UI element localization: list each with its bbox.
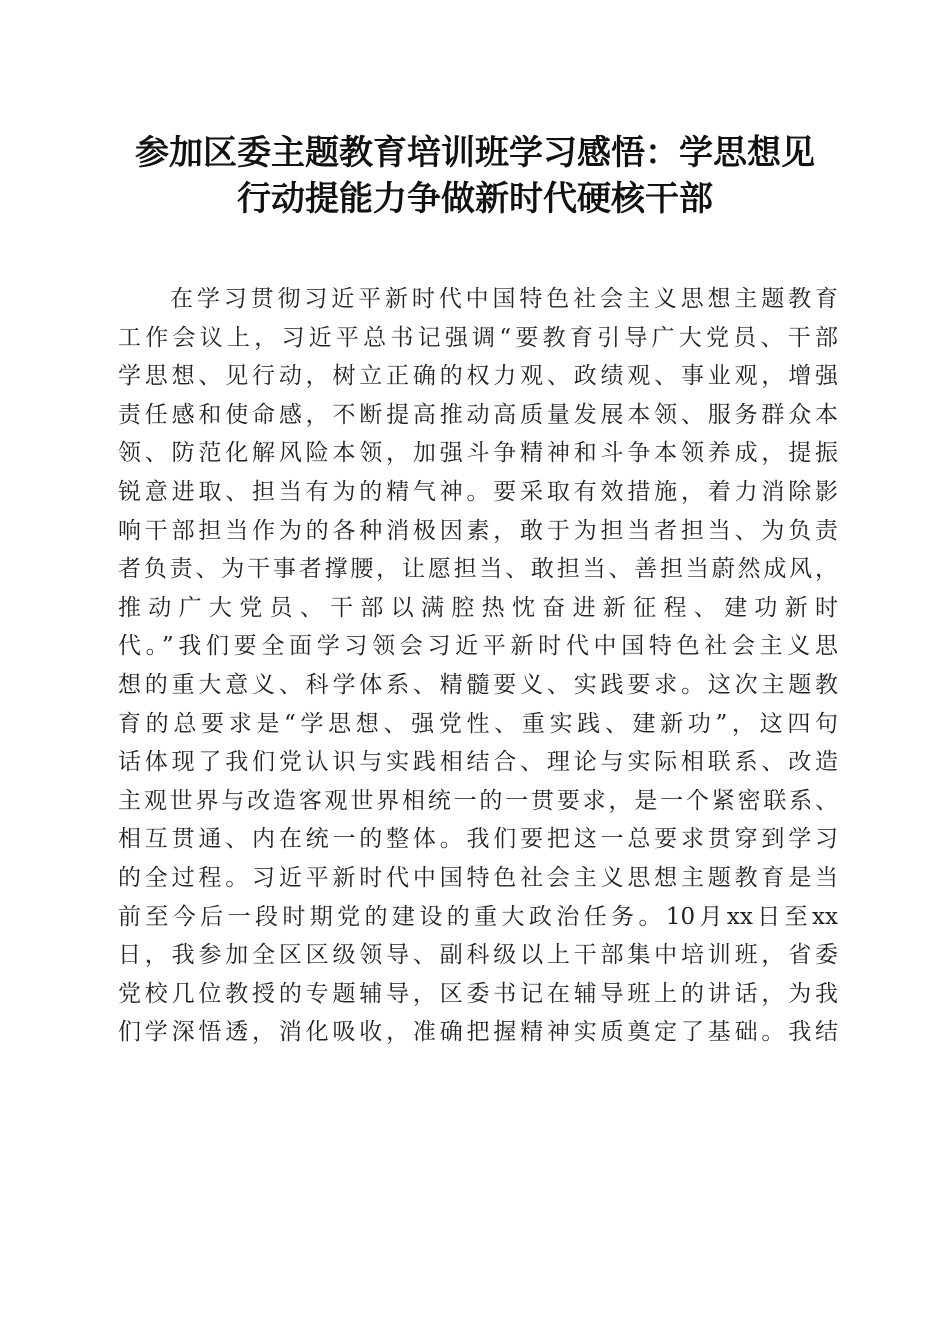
title-line-2: 行动提能力争做新时代硬核干部 xyxy=(237,179,713,219)
body-line-15: 相互贯通、内在统一的整体。我们要把这一总要求贯穿到学习 xyxy=(118,826,838,853)
body-line-19: 党校几位教授的专题辅导，区委书记在辅导班上的讲话，为我 xyxy=(118,980,838,1007)
body-line-3: 学思想、见行动，树立正确的权力观、政绩观、事业观，增强 xyxy=(118,363,838,390)
body-line-8: 者负责、为干事者撑腰，让愿担当、敢担当、善担当蔚然成风， xyxy=(118,556,838,583)
body-line-20: 们学深悟透，消化吸收，准确把握精神实质奠定了基础。我结 xyxy=(118,1019,838,1046)
body-line-5: 领、防范化解风险本领，加强斗争精神和斗争本领养成，提振 xyxy=(118,440,838,467)
body-line-7: 响干部担当作为的各种消极因素，敢于为担当者担当、为负责 xyxy=(118,517,838,544)
body-line-1: 在学习贯彻习近平新时代中国特色社会主义思想主题教育 xyxy=(170,286,838,312)
body-line-13: 话体现了我们党认识与实践相结合、理论与实际相联系、改造 xyxy=(118,749,838,776)
body-line-11: 想的重大意义、科学体系、精髓要义、实践要求。这次主题教 xyxy=(118,671,838,698)
body-line-14: 主观世界与改造客观世界相统一的一贯要求，是一个紧密联系、 xyxy=(118,787,838,814)
body-line-18: 日，我参加全区区级领导、副科级以上干部集中培训班，省委 xyxy=(118,942,838,969)
body-line-4: 责任感和使命感，不断提高推动高质量发展本领、服务群众本 xyxy=(118,401,838,428)
body-line-16: 的全过程。习近平新时代中国特色社会主义思想主题教育是当 xyxy=(118,864,838,891)
body-line-12: 育的总要求是“学思想、强党性、重实践、建新功”，这四句 xyxy=(118,710,838,737)
body-line-10: 代。”我们要全面学习领会习近平新时代中国特色社会主义思 xyxy=(118,633,838,660)
body-line-6: 锐意进取、担当有为的精气神。要采取有效措施，着力消除影 xyxy=(118,478,838,505)
body-paragraph xyxy=(118,280,838,1052)
title-line-1: 参加区委主题教育培训班学习感悟：学思想见 xyxy=(135,133,815,173)
document-title xyxy=(100,130,850,222)
body-line-17: 前至今后一段时期党的建设的重大政治任务。10月xx日至xx xyxy=(118,903,838,930)
body-line-9: 推动广大党员、干部以满腔热忱奋进新征程、建功新时 xyxy=(118,594,838,621)
body-line-2: 工作会议上，习近平总书记强调“要教育引导广大党员、干部 xyxy=(118,324,838,351)
